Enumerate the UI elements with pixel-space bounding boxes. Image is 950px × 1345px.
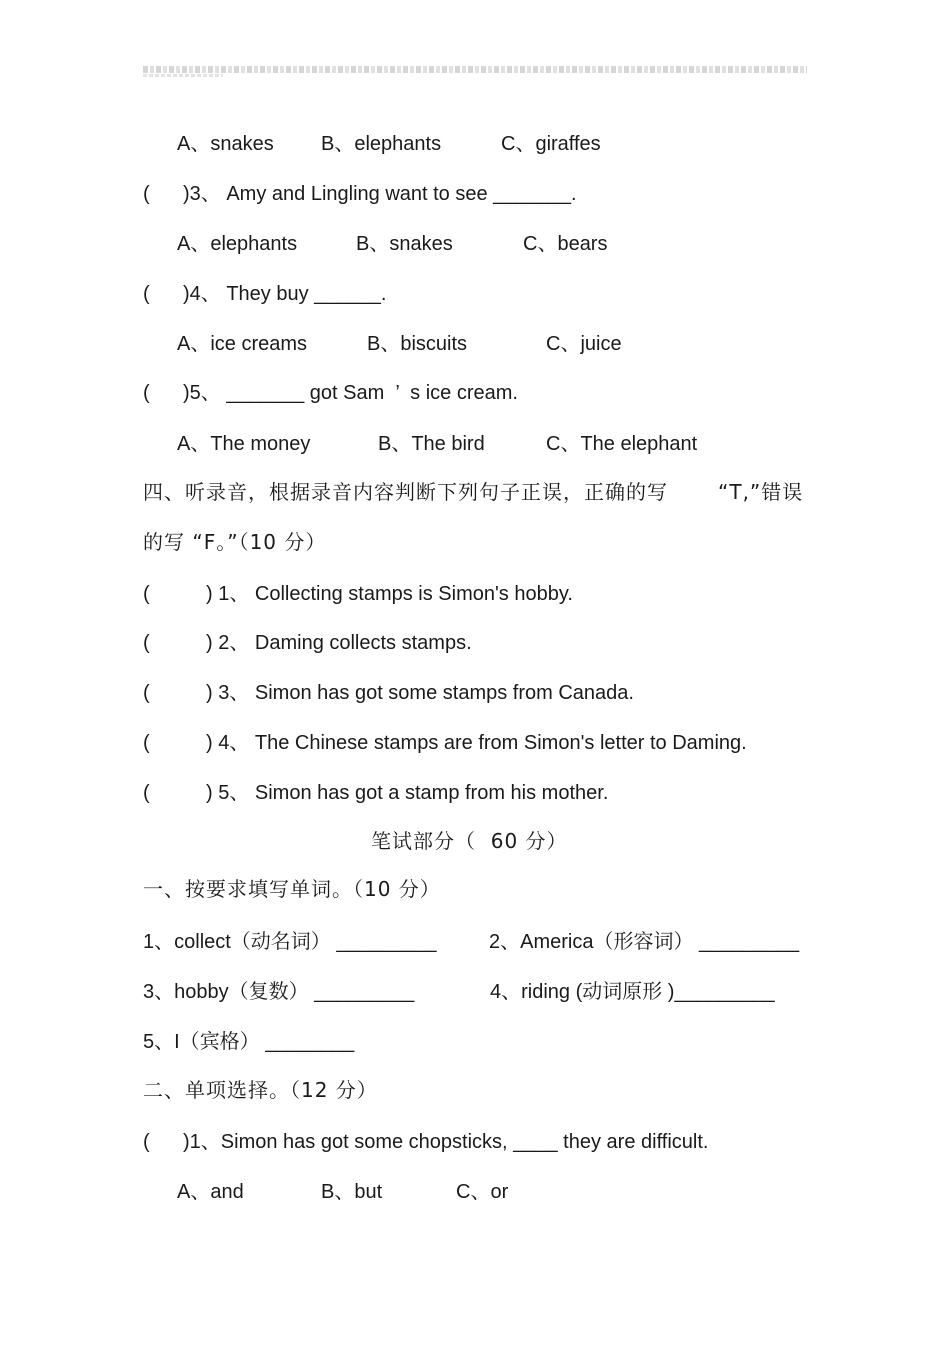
- q5-paren: (: [143, 382, 150, 404]
- q4-paren: (: [143, 283, 150, 305]
- section4-heading: 四、听录音，根据录音内容判断下列句子正误，正确的写: [143, 480, 668, 504]
- tf-paren: (: [143, 583, 150, 605]
- part2-heading: 二、单项选择。（12 分）: [143, 1078, 378, 1102]
- q5-text: )5、 _______ got Sam ’ s ice cream.: [183, 382, 518, 404]
- tf-item: ) 4、 The Chinese stamps are from Simon's letter to Daming.: [206, 732, 747, 754]
- part1-item: 3、hobby（复数） _________: [143, 981, 415, 1003]
- q2-option-a: A、snakes: [177, 133, 274, 155]
- tf-item: ) 3、 Simon has got some stamps from Canada.: [206, 682, 634, 704]
- part2-q1-text: )1、Simon has got some chopsticks, ____ they are difficult.: [183, 1131, 709, 1153]
- section4-heading-cont: 的写 “F。”（10 分）: [143, 530, 327, 554]
- q4-option-b: B、biscuits: [367, 333, 468, 355]
- part1-item: 5、I（宾格） ________: [143, 1031, 355, 1053]
- tf-paren: (: [143, 682, 150, 704]
- q4-text: )4、 They buy ______.: [183, 283, 387, 305]
- q4-option-c: C、juice: [546, 333, 622, 355]
- q3-paren: (: [143, 183, 150, 205]
- tf-item: ) 5、 Simon has got a stamp from his mother.: [206, 782, 609, 804]
- header-strip-sub: [143, 74, 223, 77]
- tf-paren: (: [143, 632, 150, 654]
- q5-option-b: B、The bird: [378, 433, 485, 455]
- q2-option-c: C、giraffes: [501, 133, 601, 155]
- part1-heading: 一、按要求填写单词。（10 分）: [143, 877, 441, 901]
- part2-q1-option-b: B、but: [321, 1181, 383, 1203]
- q3-option-b: B、snakes: [356, 233, 453, 255]
- q4-option-a: A、ice creams: [177, 333, 308, 355]
- part2-q1-option-a: A、and: [177, 1181, 244, 1203]
- q5-option-c: C、The elephant: [546, 433, 698, 455]
- tf-paren: (: [143, 732, 150, 754]
- q5-option-a: A、The money: [177, 433, 311, 455]
- q3-text: )3、 Amy and Lingling want to see _______.: [183, 183, 577, 205]
- tf-item: ) 1、 Collecting stamps is Simon's hobby.: [206, 583, 573, 605]
- part1-item: 2、America（形容词） _________: [489, 931, 800, 953]
- section4-heading-mark: “T,”错误: [718, 480, 804, 504]
- part2-q1-option-c: C、or: [456, 1181, 509, 1203]
- q2-option-b: B、elephants: [321, 133, 442, 155]
- part2-q1-paren: (: [143, 1131, 150, 1153]
- q3-option-c: C、bears: [523, 233, 608, 255]
- q3-option-a: A、elephants: [177, 233, 298, 255]
- part1-item: 1、collect（动名词） _________: [143, 931, 437, 953]
- part1-item: 4、riding (动词原形 )_________: [490, 981, 775, 1003]
- header-strip: [143, 66, 807, 73]
- written-section-title: 笔试部分（ 60 分）: [371, 829, 568, 853]
- tf-paren: (: [143, 782, 150, 804]
- tf-item: ) 2、 Daming collects stamps.: [206, 632, 472, 654]
